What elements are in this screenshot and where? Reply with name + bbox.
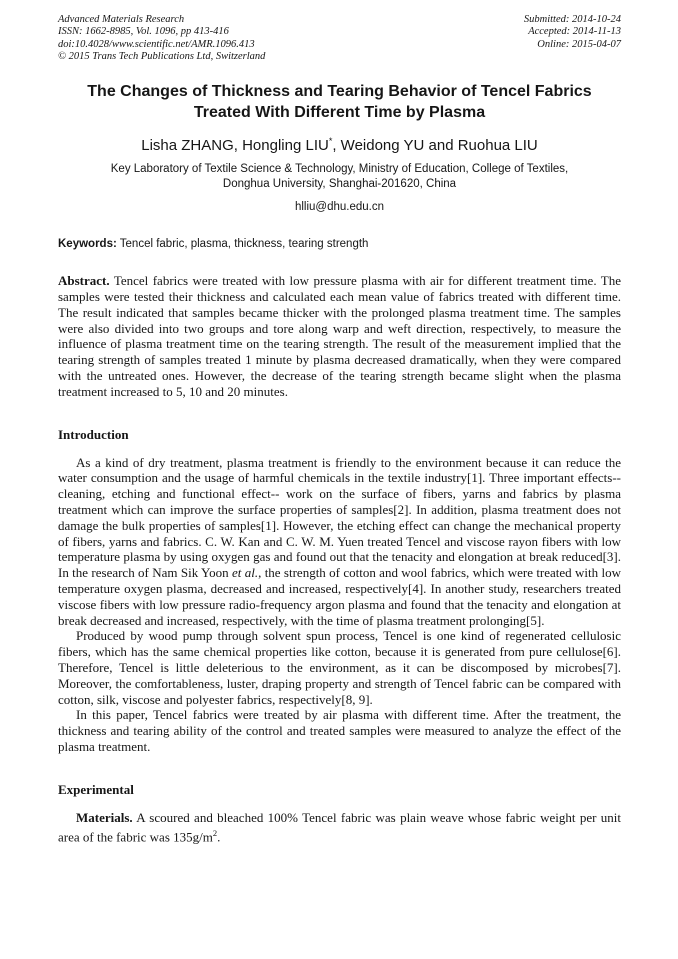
journal-issn-volume: ISSN: 1662-8985, Vol. 1096, pp 413-416	[58, 26, 229, 38]
affiliation	[58, 162, 621, 191]
paper-title	[58, 82, 621, 123]
introduction-paragraph-1	[58, 455, 621, 629]
corresponding-author-asterisk: *	[328, 136, 333, 147]
abstract-text: Tencel fabrics were treated with low pressure plasma with air for different treatment time. The samples were tested their thickness and calculated each mean value of fabrics treated with different time. The result indicated that samples became thicker with the prolonged plasma treatment time. The samples were also divided into two groups and tore along warp and weft direction, respectively, to measure the influence of plasma treatment time on the tearing strength. The result of the measurement implied that the tearing strength of samples treated 1 minute by plasma decreased dramatically, when they were compared with the untreated ones. However, the decrease of the tearing strength became slight when the plasma treatment increased to 5, 10 and 20 minutes.	[58, 273, 621, 399]
paper-title-line-2: Treated With Different Time by Plasma	[193, 103, 486, 121]
accepted-date: Accepted: 2014-11-13	[528, 26, 621, 38]
introduction-p1-text-a: As a kind of dry treatment, plasma treatment is friendly to the environment because it can reduce the water consumption and the usage of harmful chemicals in the textile industry[1]. Three important effects-- cleaning, etching and functional effect-- work on the surface of fibers, yarns and fabrics by plasma treatment which can improve the surface properties of samples[2]. In addition, plasma treatment does not damage the bulk properties of samples[1]. However, the etching effect can change the mechanical property of fibers, yarns and fabrics. C. W. Kan and C. W. M. Yuen treated Tencel and viscose rayon fibers with low temperature plasma by using oxygen gas and found out that the tenacity and elongation at break reduced[3]. In the research of Nam Sik Yoon	[58, 454, 621, 581]
materials-period: .	[217, 828, 221, 844]
keywords-label: Keywords:	[58, 238, 117, 251]
keywords-line	[58, 237, 621, 251]
authors-part-1: Lisha ZHANG, Hongling LIU	[141, 137, 329, 155]
abstract-label: Abstract.	[58, 273, 110, 289]
section-heading-introduction: Introduction	[58, 426, 129, 442]
keywords-text: Tencel fabric, plasma, thickness, tearing strength	[116, 238, 369, 251]
submission-dates-block	[524, 14, 621, 63]
paper-title-line-1: The Changes of Thickness and Tearing Behavior of Tencel Fabrics	[87, 83, 592, 101]
introduction-p1-text-b: , the strength of cotton and wool fabrics, which were treated with low temperature oxygen plasma, decreased and increased, respectively[4]. In another study, researchers treated viscose fibers with low pressure radio-frequency argon plasma and found that the tenacity and elongation at break decreased and increased, respectively, with the time of plasma treatment prolonging[5].	[58, 565, 621, 628]
journal-copyright: © 2015 Trans Tech Publications Ltd, Switzerland	[58, 50, 266, 62]
affiliation-line-2: Donghua University, Shanghai-201620, China	[222, 177, 457, 190]
abstract-paragraph	[58, 273, 621, 399]
journal-header	[58, 14, 621, 63]
introduction-paragraph-3: In this paper, Tencel fabrics were treated by air plasma with different time. After the treatment, the thickness and tearing ability of the control and treated samples were measured to analyze the effect of the plasma treatment.	[58, 707, 621, 754]
section-heading-experimental: Experimental	[58, 781, 134, 797]
journal-info-block	[58, 14, 265, 63]
materials-paragraph	[58, 810, 621, 845]
materials-text: A scoured and bleached 100% Tencel fabric was plain weave whose fabric weight per unit area of the fabric was 135g/m	[58, 809, 621, 844]
materials-superscript: 2	[212, 827, 218, 838]
journal-doi: doi:10.4028/www.scientific.net/AMR.1096.413	[58, 38, 255, 50]
corresponding-email: hlliu@dhu.edu.cn	[294, 201, 385, 214]
authors-part-2: , Weidong YU and Ruohua LIU	[332, 137, 538, 155]
affiliation-line-1: Key Laboratory of Textile Science & Technology, Ministry of Education, College of Textiles,	[110, 163, 569, 176]
online-date: Online: 2015-04-07	[537, 38, 621, 50]
introduction-paragraph-2: Produced by wood pump through solvent spun process, Tencel is one kind of regenerated cellulosic fibers, which has the same chemical properties like cotton, because it is generated from pure cellulose[6]. Therefore, Tencel is little deleterious to the environment, as it can be discomposed by microbes[7]. Moreover, the comfortableness, luster, draping property and strength of Tencel fabric can be compared with cotton, silk, viscose and polyester fabrics, respectively[8, 9].	[58, 628, 621, 707]
submitted-date: Submitted: 2014-10-24	[523, 14, 621, 25]
materials-label: Materials.	[76, 809, 133, 825]
journal-name: Advanced Materials Research	[58, 14, 185, 25]
authors-line	[58, 132, 621, 155]
introduction-p1-etal: et al.	[232, 565, 259, 581]
